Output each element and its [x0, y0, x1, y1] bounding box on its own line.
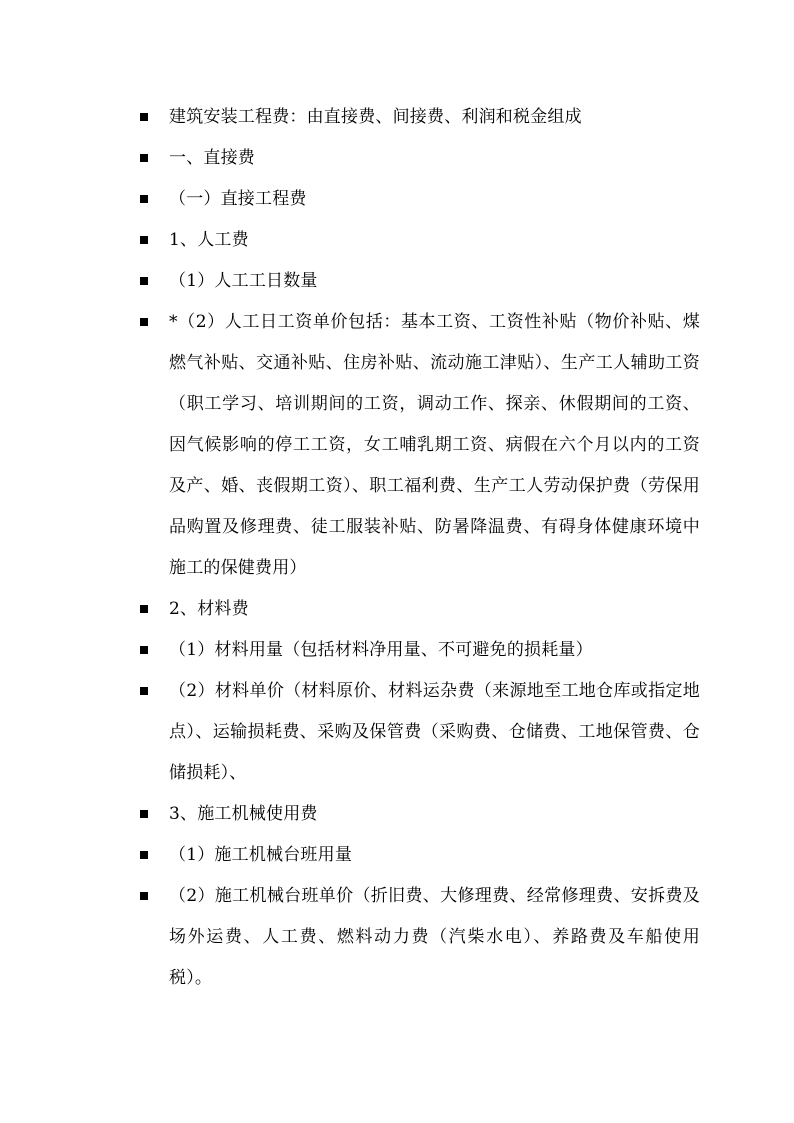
- list-item: [140, 220, 700, 261]
- list-item: [140, 589, 700, 630]
- square-bullet-icon: [140, 113, 148, 121]
- list-item: [140, 261, 700, 302]
- list-item: [140, 794, 700, 835]
- list-item-text: 1、人工费: [169, 230, 249, 250]
- list-item-text: 3、施工机械使用费: [169, 804, 318, 824]
- square-bullet-icon: [140, 195, 148, 203]
- square-bullet-icon: [140, 605, 148, 613]
- square-bullet-icon: [140, 851, 148, 859]
- square-bullet-icon: [140, 318, 148, 326]
- square-bullet-icon: [140, 236, 148, 244]
- square-bullet-icon: [140, 892, 148, 900]
- list-item-text: （2）施工机械台班单价（折旧费、大修理费、经常修理费、安拆费及场外运费、人工费、燃料动力费（汽柴水电）、养路费及车船使用税）。: [169, 886, 700, 988]
- list-item: [140, 835, 700, 876]
- list-item-text: 建筑安装工程费：由直接费、间接费、利润和税金组成: [169, 107, 582, 127]
- list-item-text: （1）人工工日数量: [169, 271, 318, 291]
- list-item: [140, 671, 700, 794]
- square-bullet-icon: [140, 646, 148, 654]
- list-item: [140, 97, 700, 138]
- square-bullet-icon: [140, 687, 148, 695]
- list-item: [140, 179, 700, 220]
- list-item-text: *（2）人工日工资单价包括：基本工资、工资性补贴（物价补贴、煤燃气补贴、交通补贴、住房补贴、流动施工津贴）、生产工人辅助工资（职工学习、培训期间的工资，调动工作、探亲、休假期间的工资、因气候影响的停工工资，女工哺乳期工资、病假在六个月以内的工资及产、婚、丧假期工资）、职工福利费、生产工人劳动保护费（劳保用品购置及修理费、徒工服装补贴、防暑降温费、有碍身体健康环境中施工的保健费用）: [169, 312, 700, 578]
- list-item: [140, 876, 700, 999]
- list-item-text: （1）施工机械台班用量: [169, 845, 353, 865]
- list-item-text: （2）材料单价（材料原价、材料运杂费（来源地至工地仓库或指定地点）、运输损耗费、采购及保管费（采购费、仓储费、工地保管费、仓储损耗）、: [169, 681, 700, 783]
- list-item: [140, 138, 700, 179]
- list-item: [140, 630, 700, 671]
- list-item-text: （一）直接工程费: [169, 189, 307, 209]
- bullet-list: [140, 97, 700, 999]
- list-item-text: （1）材料用量（包括材料净用量、不可避免的损耗量）: [169, 640, 593, 660]
- list-item-text: 一、直接费: [169, 148, 255, 168]
- square-bullet-icon: [140, 277, 148, 285]
- list-item: [140, 302, 700, 589]
- square-bullet-icon: [140, 810, 148, 818]
- square-bullet-icon: [140, 154, 148, 162]
- list-item-text: 2、材料费: [169, 599, 249, 619]
